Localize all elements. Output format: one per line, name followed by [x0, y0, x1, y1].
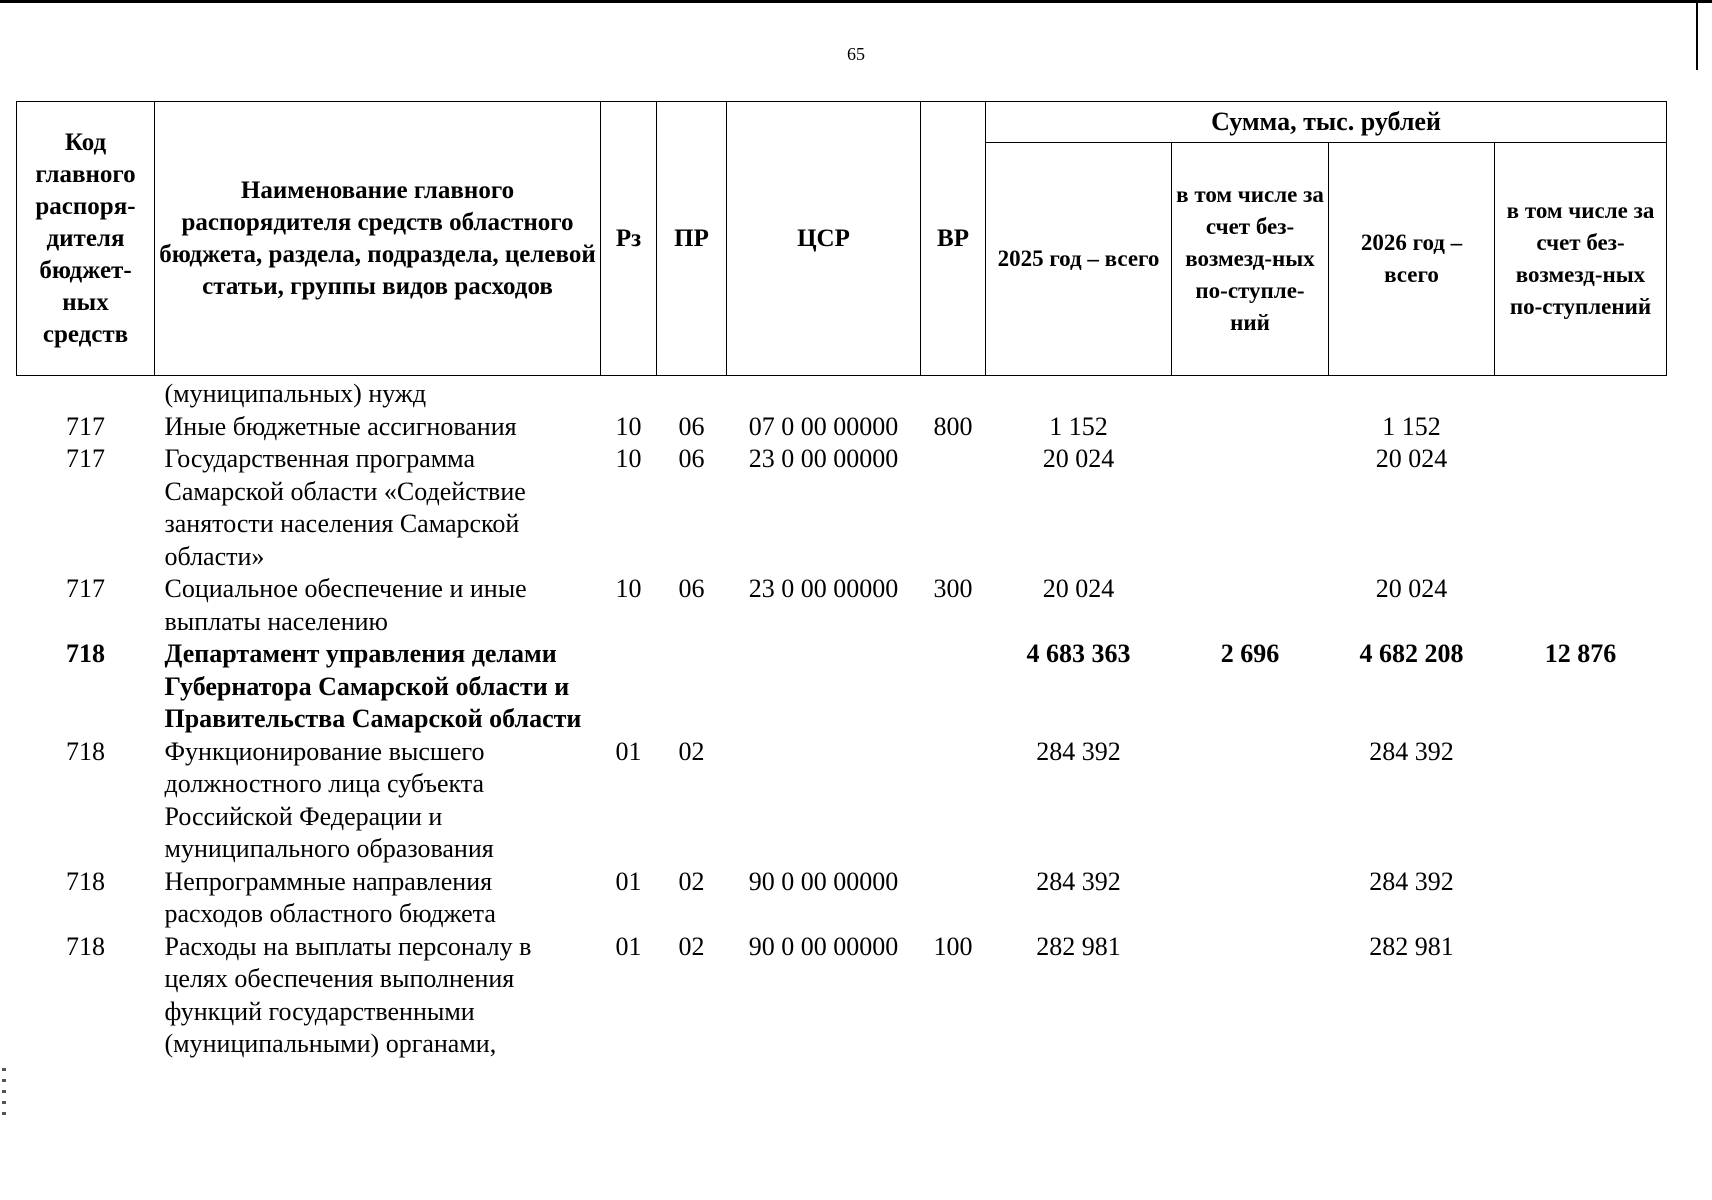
- cell-kod: 718: [66, 736, 105, 766]
- cell-vr: [921, 638, 986, 736]
- cell-2026-gratuitous: [1495, 866, 1667, 931]
- cell-csr: 90 0 00 00000: [748, 866, 899, 896]
- cell-name: Социальное обеспечение и иные выплаты населению: [164, 574, 527, 636]
- cell-csr: 23 0 00 00000: [748, 574, 899, 603]
- header-2026-gratuitous: в том числе за счет без-возмезд-ных по-ступлений: [1495, 143, 1667, 376]
- cell-2026-total: 284 392: [1369, 736, 1454, 766]
- cell-csr: 90 0 00 00000: [748, 931, 899, 961]
- table-row: [17, 573, 1667, 638]
- cell-vr: 100: [933, 931, 973, 961]
- cell-vr: [921, 736, 986, 866]
- cell-pr: 02: [678, 866, 705, 896]
- cell-vr: 300: [933, 574, 973, 603]
- cell-2025-total: 20 024: [1042, 574, 1115, 603]
- cell-vr: [921, 376, 986, 411]
- cell-2025-gratuitous: [1172, 573, 1329, 638]
- cell-2026-gratuitous: [1495, 376, 1667, 411]
- scan-artifact: [0, 1060, 8, 1170]
- header-pr: ПР: [657, 102, 727, 376]
- table-row: [17, 411, 1667, 444]
- cell-pr: 06: [678, 411, 705, 441]
- table-header: [17, 102, 1667, 376]
- cell-name: Иные бюджетные ассигнования: [164, 411, 517, 441]
- cell-2025-gratuitous: [1172, 443, 1329, 573]
- cell-2025-total: 4 683 363: [1026, 639, 1131, 668]
- table-row: [17, 866, 1667, 931]
- cell-csr: 07 0 00 00000: [748, 411, 899, 441]
- cell-2025-total: 1 152: [1049, 411, 1108, 441]
- cell-2025-gratuitous: [1172, 736, 1329, 866]
- budget-table-container: [16, 101, 1667, 1061]
- cell-2026-gratuitous: 12 876: [1544, 639, 1617, 668]
- table-body: [17, 376, 1667, 1061]
- cell-rz: [601, 376, 657, 411]
- cell-vr: [921, 866, 986, 931]
- cell-rz: [601, 638, 657, 736]
- header-2025-gratuitous: в том числе за счет без-возмезд-ных по-ступле-ний: [1172, 143, 1329, 376]
- cell-2026-gratuitous: [1495, 931, 1667, 1061]
- cell-2026-total: [1329, 376, 1495, 411]
- cell-kod: 717: [66, 411, 105, 441]
- cell-2026-total: 20 024: [1375, 574, 1448, 603]
- cell-2026-total: 20 024: [1375, 444, 1448, 473]
- cell-2025-total: 282 981: [1036, 931, 1121, 961]
- header-csr: ЦСР: [727, 102, 921, 376]
- cell-rz: 10: [615, 444, 642, 473]
- cell-csr: [727, 376, 921, 411]
- cell-kod: 718: [66, 866, 105, 896]
- cell-name: (муниципальных) нужд: [164, 379, 427, 408]
- cell-rz: 10: [615, 411, 642, 441]
- header-2026-total: 2026 год – всего: [1329, 143, 1495, 376]
- cell-name: Государственная программа Самарской области «Содействие занятости населения Самарской области»: [164, 444, 526, 571]
- cell-pr: [657, 376, 727, 411]
- cell-rz: 01: [615, 736, 642, 766]
- header-rz: Рз: [601, 102, 657, 376]
- header-vr: ВР: [921, 102, 986, 376]
- cell-name: Расходы на выплаты персоналу в целях обеспечения выполнения функций государственными (муниципальными) органами,: [164, 931, 532, 1058]
- cell-2025-total: 284 392: [1036, 736, 1121, 766]
- cell-2025-gratuitous: [1172, 411, 1329, 444]
- cell-2025-gratuitous: [1172, 376, 1329, 411]
- cell-2025-total: 284 392: [1036, 866, 1121, 896]
- budget-table: [16, 101, 1667, 1061]
- table-row: [17, 443, 1667, 573]
- table-row: [17, 376, 1667, 411]
- header-kod: Код главного распоря-дителя бюджет-ных средств: [17, 102, 155, 376]
- cell-2025-total: [986, 376, 1172, 411]
- header-name: Наименование главного распорядителя средств областного бюджета, раздела, подраздела, целевой статьи, группы видов расходов: [155, 102, 601, 376]
- cell-2026-total: 282 981: [1369, 931, 1454, 961]
- cell-kod: 718: [66, 639, 105, 668]
- page-number: 65: [847, 44, 865, 64]
- cell-kod: 718: [66, 931, 105, 961]
- cell-rz: 01: [615, 931, 642, 961]
- cell-2025-gratuitous: [1172, 866, 1329, 931]
- header-sum-group: Сумма, тыс. рублей: [986, 102, 1667, 143]
- cell-rz: 10: [615, 574, 642, 603]
- cell-csr: 23 0 00 00000: [748, 444, 899, 473]
- cell-kod: 717: [66, 444, 105, 473]
- cell-2026-gratuitous: [1495, 411, 1667, 444]
- cell-pr: 02: [678, 736, 705, 766]
- cell-rz: 01: [615, 866, 642, 896]
- cell-pr: 06: [678, 444, 705, 473]
- cell-2026-gratuitous: [1495, 443, 1667, 573]
- cell-kod: 717: [66, 574, 105, 603]
- cell-2026-gratuitous: [1495, 736, 1667, 866]
- cell-name: Департамент управления делами Губернатора Самарской области и Правительства Самарской области: [164, 639, 582, 733]
- table-row: [17, 736, 1667, 866]
- cell-2026-gratuitous: [1495, 573, 1667, 638]
- cell-2026-total: 4 682 208: [1359, 639, 1464, 668]
- header-2025-total: 2025 год – всего: [986, 143, 1172, 376]
- cell-name: Функционирование высшего должностного лица субъекта Российской Федерации и муниципального образования: [164, 736, 494, 863]
- cell-2025-gratuitous: 2 696: [1220, 639, 1280, 668]
- cell-pr: 02: [678, 931, 705, 961]
- cell-2025-total: 20 024: [1042, 444, 1115, 473]
- cell-pr: [657, 638, 727, 736]
- cell-2026-total: 284 392: [1369, 866, 1454, 896]
- cell-name: Непрограммные направления расходов областного бюджета: [164, 866, 496, 928]
- cell-pr: 06: [678, 574, 705, 603]
- cell-csr: [727, 638, 921, 736]
- cell-2026-total: 1 152: [1382, 411, 1441, 441]
- cell-kod: [17, 376, 155, 411]
- cell-csr: [727, 736, 921, 866]
- cell-vr: 800: [933, 411, 973, 441]
- table-row: [17, 638, 1667, 736]
- top-border-line: [0, 0, 1712, 3]
- cell-vr: [921, 443, 986, 573]
- cell-2025-gratuitous: [1172, 931, 1329, 1061]
- table-row: [17, 931, 1667, 1061]
